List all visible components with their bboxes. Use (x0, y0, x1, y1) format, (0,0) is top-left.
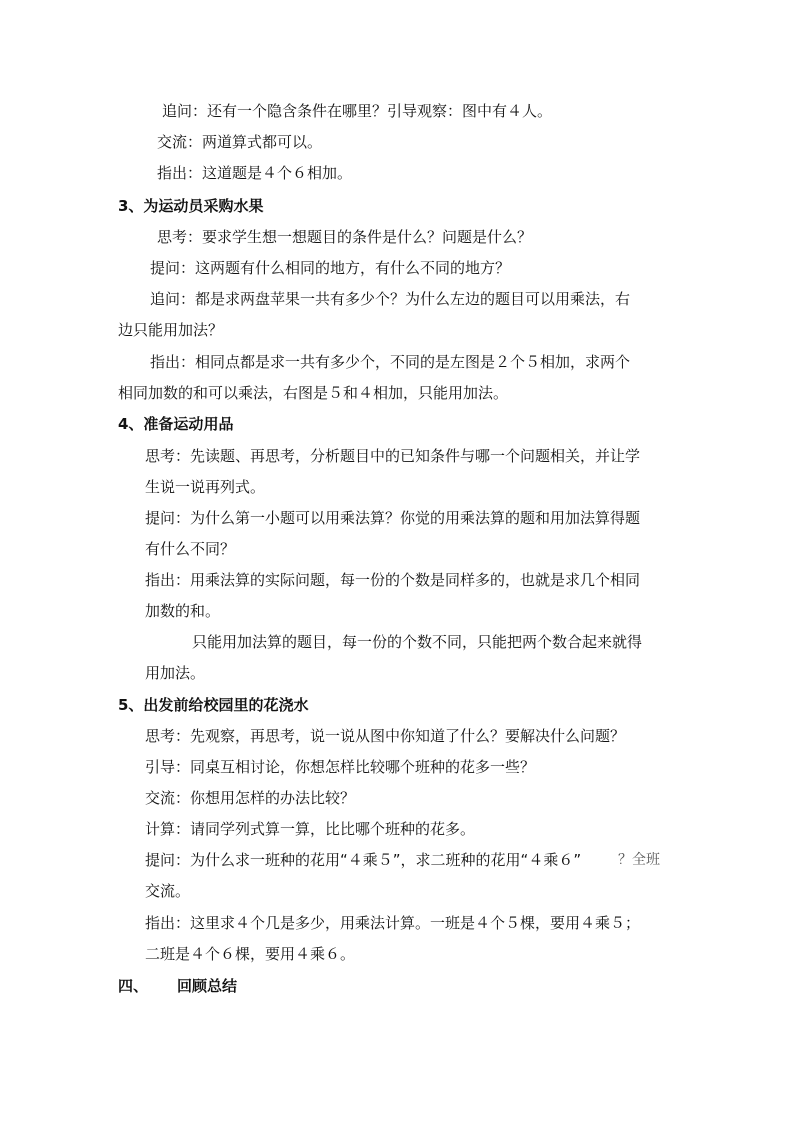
text-line: 只能用加法算的题目，每一份的个数不同，只能把两个数合起来就得 (192, 633, 643, 651)
text-line: 计算：请同学列式算一算，比比哪个班种的花多。 (145, 820, 476, 838)
text-line: 指出：用乘法算的实际问题，每一份的个数是同样多的，也就是求几个相同 (145, 571, 641, 589)
section-heading-4-number: 四、 (118, 977, 149, 995)
text-line: 指出：相同点都是求一共有多少个，不同的是左图是２个５相加，求两个 (150, 353, 631, 371)
section-heading-4-title: 回顾总结 (177, 977, 238, 995)
text-line: 交流：你想用怎样的办法比较？ (145, 789, 356, 807)
text-line: 引导：同桌互相讨论，你想怎样比较哪个班种的花多一些？ (145, 758, 536, 776)
text-line: ？全班 (618, 852, 660, 868)
section-heading-4: 4、准备运动用品 (118, 415, 234, 433)
section-heading-3: 3、为运动员采购水果 (118, 197, 264, 215)
text-line: 思考：先读题、再思考，分析题目中的已知条件与哪一个问题相关，并让学 (145, 447, 641, 465)
text-line: 提问：为什么求一班种的花用“４乘５”，求二班种的花用“４乘６” (145, 851, 582, 869)
text-line: 思考：要求学生想一想题目的条件是什么？问题是什么？ (157, 228, 533, 246)
text-line: 加数的和。 (145, 602, 221, 620)
text-line: 提问：为什么第一小题可以用乘法算？你觉的用乘法算的题和用加法算得题 (145, 509, 641, 527)
text-line: 思考：先观察，再思考，说一说从图中你知道了什么？要解决什么问题？ (145, 727, 626, 745)
text-line: 二班是４个６棵，要用４乘６。 (145, 945, 356, 963)
text-line: 追问：还有一个隐含条件在哪里？引导观察：图中有４人。 (162, 102, 553, 120)
text-line: 指出：这道题是４个６相加。 (157, 164, 353, 182)
text-line: 交流：两道算式都可以。 (157, 133, 323, 151)
text-line: 边只能用加法？ (118, 321, 224, 339)
text-line: 提问：这两题有什么相同的地方，有什么不同的地方？ (150, 259, 511, 277)
text-line: 有什么不同？ (145, 540, 236, 558)
text-line: 用加法。 (145, 664, 206, 682)
text-line: 生说一说再列式。 (145, 478, 266, 496)
text-line: 相同加数的和可以乘法，右图是５和４相加，只能用加法。 (118, 384, 509, 402)
text-line: 交流。 (145, 882, 191, 900)
text-line: 指出：这里求４个几是多少，用乘法计算。一班是４个５棵，要用４乘５； (145, 914, 641, 932)
section-heading-5: 5、出发前给校园里的花浇水 (118, 696, 309, 714)
text-line: 追问：都是求两盘苹果一共有多少个？为什么左边的题目可以用乘法，右 (150, 290, 631, 308)
